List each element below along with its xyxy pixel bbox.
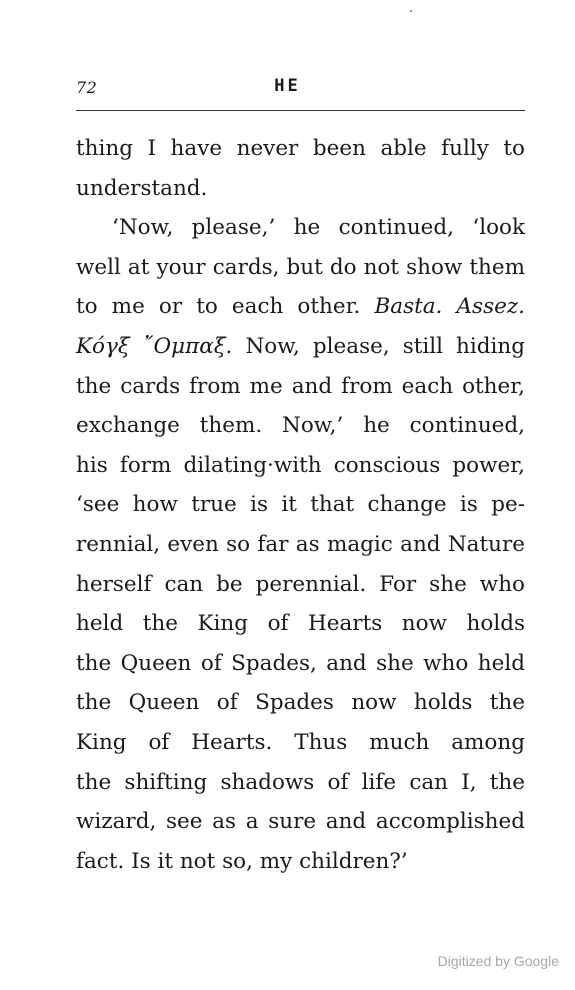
- text-line: herself can be perennial. For she who: [76, 571, 525, 597]
- text-fragment: to me or to each other.: [76, 294, 361, 320]
- text-line: the cards from me and from each other,: [76, 373, 525, 399]
- italic-word: Basta.: [374, 294, 443, 320]
- text-line: wizard, see as a sure and accomplished: [76, 809, 525, 835]
- digitized-watermark: Digitized by Google: [437, 953, 559, 969]
- text-line: [76, 287, 525, 327]
- text-line: ‘see how true is it that change is pe-: [76, 492, 525, 518]
- page-number: 72: [76, 78, 98, 97]
- text-line: ‘Now, please,’ he continued, ‘look: [112, 215, 525, 241]
- text-line: King of Hearts. Thus much among: [76, 729, 525, 755]
- text-line: the Queen of Spades, and she who held: [76, 650, 525, 676]
- running-title: HE: [274, 76, 301, 96]
- text-fragment: Now, please, still hiding: [245, 333, 525, 359]
- text-line: exchange them. Now,’ he continued,: [76, 413, 525, 439]
- text-line: well at your cards, but do not show them: [76, 254, 525, 280]
- text-line: fact. Is it not so, my children?’: [76, 848, 408, 874]
- text-line: rennial, even so far as magic and Nature: [76, 531, 525, 557]
- text-line: thing I have never been able fully to: [76, 136, 525, 161]
- greek-phrase: Κόγξ ῎Ομπαξ.: [76, 333, 233, 359]
- text-line: his form dilating·with conscious power,: [76, 452, 525, 478]
- italic-word: Assez.: [456, 294, 525, 320]
- body-text: [76, 129, 525, 881]
- text-line: [76, 327, 525, 367]
- text-line: the Queen of Spades now holds the: [76, 690, 525, 716]
- text-line: understand.: [76, 175, 208, 201]
- text-line: the shifting shadows of life can I, the: [76, 769, 525, 795]
- header-rule: [76, 110, 525, 111]
- text-line: held the King of Hearts now holds: [76, 611, 525, 637]
- page-speck: [410, 10, 412, 12]
